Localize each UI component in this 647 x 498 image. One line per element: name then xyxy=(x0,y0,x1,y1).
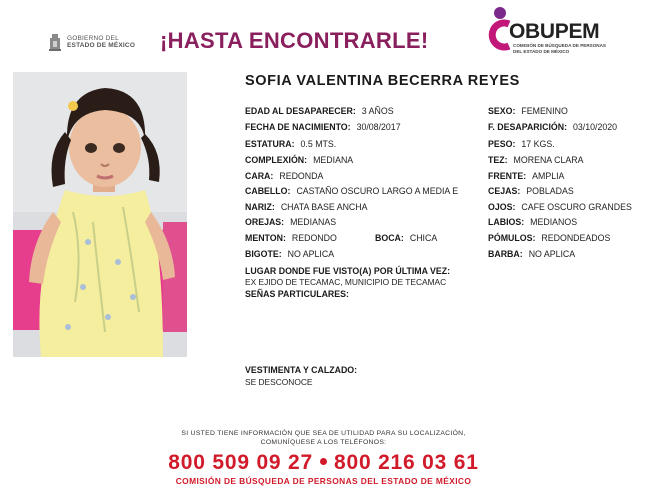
field-complexion-value: MEDIANA xyxy=(313,155,354,165)
field-edad-label: EDAD AL DESAPARECER: xyxy=(245,106,356,116)
cobupem-wordmark: OBUPEM xyxy=(509,20,600,43)
field-desaparicion xyxy=(488,122,617,133)
footer-org-name: COMISIÓN DE BÚSQUEDA DE PERSONAS DEL ESTADO DE MÉXICO xyxy=(175,476,472,486)
field-boca xyxy=(375,233,437,244)
field-complexion xyxy=(245,155,353,166)
field-nacimiento xyxy=(245,122,401,133)
field-orejas-label: OREJAS: xyxy=(245,217,285,227)
field-barba-value: NO APLICA xyxy=(528,249,576,259)
field-vestimenta-label: VESTIMENTA Y CALZADO: xyxy=(245,365,358,375)
field-orejas xyxy=(245,217,336,228)
field-cara-value: REDONDA xyxy=(279,171,324,181)
field-estatura-value: 0.5 MTS. xyxy=(300,139,337,149)
field-pomulos xyxy=(488,233,610,244)
field-peso-label: PESO: xyxy=(488,139,516,149)
field-cabello xyxy=(245,186,458,197)
field-senas-label: SEÑAS PARTICULARES: xyxy=(245,289,349,299)
field-nacimiento-label: FECHA DE NACIMIENTO: xyxy=(245,122,351,132)
gov-edomex-logo xyxy=(47,31,137,53)
field-peso xyxy=(488,139,555,150)
field-cara-label: CARA: xyxy=(245,171,274,181)
field-orejas-value: MEDIANAS xyxy=(290,217,337,227)
field-edad xyxy=(245,106,394,117)
field-labios-value: MEDIANOS xyxy=(530,217,578,227)
field-bigote xyxy=(245,249,334,260)
field-nacimiento-value: 30/08/2017 xyxy=(356,122,401,132)
headline: ¡HASTA ENCONTRARLE! xyxy=(160,28,429,53)
field-tez-label: TEZ: xyxy=(488,155,508,165)
field-edad-value: 3 AÑOS xyxy=(361,106,394,116)
field-complexion-label: COMPLEXIÓN: xyxy=(245,155,308,165)
phone-number-1[interactable]: 800 509 09 27 xyxy=(168,451,313,474)
cobupem-sub-line1: COMISIÓN DE BÚSQUEDA DE PERSONAS xyxy=(513,43,606,48)
field-lugar xyxy=(245,266,450,277)
missing-child-photo xyxy=(13,72,187,357)
field-bigote-value: NO APLICA xyxy=(287,249,335,259)
separator-dot-icon xyxy=(320,458,327,465)
field-estatura-label: ESTATURA: xyxy=(245,139,295,149)
field-bigote-label: BIGOTE: xyxy=(245,249,282,259)
phone-numbers xyxy=(0,451,647,475)
field-frente-label: FRENTE: xyxy=(488,171,527,181)
cobupem-logo xyxy=(485,6,606,58)
field-nariz-label: NARIZ: xyxy=(245,202,275,212)
field-vestimenta xyxy=(245,365,357,376)
field-labios xyxy=(488,217,577,228)
field-labios-label: LABIOS: xyxy=(488,217,525,227)
field-cabello-value: CASTAÑO OSCURO LARGO A MEDIA E xyxy=(296,186,459,196)
field-menton-value: REDONDO xyxy=(291,233,337,243)
person-name: SOFIA VALENTINA BECERRA REYES xyxy=(245,73,520,89)
field-boca-value: CHICA xyxy=(409,233,438,243)
field-ojos-label: OJOS: xyxy=(488,202,516,212)
field-lugar-label: LUGAR DONDE FUE VISTO(A) POR ÚLTIMA VEZ: xyxy=(245,266,451,276)
field-nariz-value: CHATA BASE ANCHA xyxy=(280,202,368,212)
field-nariz xyxy=(245,202,368,213)
field-estatura xyxy=(245,139,336,150)
field-desaparicion-value: 03/10/2020 xyxy=(573,122,618,132)
field-barba xyxy=(488,249,575,260)
state-emblem-icon xyxy=(47,32,63,52)
cobupem-sub-line2: DEL ESTADO DE MÉXICO xyxy=(513,48,570,54)
field-sexo-label: SEXO: xyxy=(488,106,516,116)
gov-logo-line2: ESTADO DE MÉXICO xyxy=(67,42,136,49)
field-pomulos-label: PÓMULOS: xyxy=(488,233,536,243)
field-boca-label: BOCA: xyxy=(375,233,404,243)
field-vestimenta-value: SE DESCONOCE xyxy=(245,377,313,387)
field-cabello-label: CABELLO: xyxy=(245,186,291,196)
field-frente xyxy=(488,171,564,182)
field-ojos xyxy=(488,202,632,213)
contact-info-line1: SI USTED TIENE INFORMACIÓN QUE SEA DE UTILIDAD PARA SU LOCALIZACIÓN, xyxy=(181,430,466,437)
field-frente-value: AMPLIA xyxy=(532,171,565,181)
field-menton-label: MENTON: xyxy=(245,233,286,243)
field-cejas-value: POBLADAS xyxy=(526,186,574,196)
field-peso-value: 17 KGS. xyxy=(521,139,555,149)
field-sexo xyxy=(488,106,568,117)
field-desaparicion-label: F. DESAPARICIÓN: xyxy=(488,122,568,132)
field-ojos-value: CAFE OSCURO GRANDES xyxy=(521,202,632,212)
field-barba-label: BARBA: xyxy=(488,249,523,259)
phone-number-2[interactable]: 800 216 03 61 xyxy=(334,451,479,474)
field-menton xyxy=(245,233,337,244)
field-cejas-label: CEJAS: xyxy=(488,186,521,196)
field-cara xyxy=(245,171,323,182)
field-tez xyxy=(488,155,583,166)
contact-info-line2: COMUNÍQUESE A LOS TELÉFONOS: xyxy=(260,439,387,446)
child-portrait-icon xyxy=(13,72,187,357)
field-senas xyxy=(245,289,355,300)
field-tez-value: MORENA CLARA xyxy=(513,155,584,165)
field-cejas xyxy=(488,186,574,197)
gov-logo-line1: GOBIERNO DEL xyxy=(67,34,119,42)
field-pomulos-value: REDONDEADOS xyxy=(541,233,611,243)
field-lugar-value: EX EJIDO DE TECAMAC, MUNICIPIO DE TECAMAC xyxy=(245,277,447,287)
field-sexo-value: FEMENINO xyxy=(521,106,568,116)
